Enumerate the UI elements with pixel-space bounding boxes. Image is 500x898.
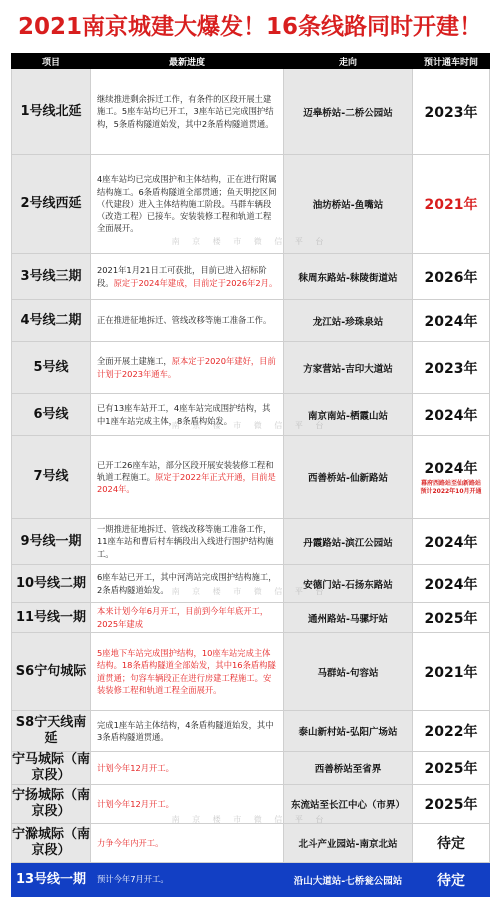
- route-cell: 油坊桥站-鱼嘴站: [284, 155, 413, 254]
- table-row: [12, 300, 490, 342]
- route-cell: 迈皋桥站-二桥公园站: [284, 69, 413, 155]
- header-route: 走向: [284, 54, 413, 69]
- table-row: [12, 342, 490, 394]
- line-name-cell: 9号线一期: [12, 519, 91, 565]
- progress-cell: [91, 633, 284, 711]
- progress-note-red: 本来计划今年6月开工，目前到今年年底开工，2025年建成: [97, 606, 269, 629]
- progress-cell: [91, 69, 284, 155]
- route-cell: 东流站至长江中心（市界）: [284, 785, 413, 824]
- progress-text: 6座车站已开工，其中河湾站完成围护结构施工，2条盾构隧道始发。: [97, 572, 277, 595]
- progress-text: 4座车站均已完成围护和主体结构，正在进行附属结构施工。6条盾构隧道全部贯通；鱼天明挖区间（代建段）进入主体结构施工阶段。马群车辆段（改造工程）已接车。安装装修工程和轨道工程全面展开。: [97, 174, 277, 234]
- open-year-cell: [413, 394, 490, 436]
- header-progress: 最新进度: [91, 54, 284, 69]
- line-name-cell: 2号线西延: [12, 155, 91, 254]
- progress-cell: [91, 603, 284, 633]
- progress-cell: [91, 394, 284, 436]
- open-year-cell: [413, 519, 490, 565]
- open-year-cell: [413, 155, 490, 254]
- table-row: [12, 711, 490, 752]
- line-name-cell: 3号线三期: [12, 254, 91, 300]
- open-year-cell: [413, 300, 490, 342]
- open-year-value: 2024年: [424, 576, 478, 593]
- progress-note-red: 力争今年内开工。: [97, 837, 164, 848]
- header-open-date: 预计通车时间: [413, 54, 490, 69]
- table-row: [12, 519, 490, 565]
- open-year-cell: [413, 342, 490, 394]
- table-row: [12, 69, 490, 155]
- progress-text: 已有13座车站开工，4座车站完成围护结构，其中1座车站完成主体，8条盾构始发。: [97, 403, 271, 426]
- line-name-cell: 13号线一期: [12, 863, 91, 897]
- progress-text: 一期推进征地拆迁、管线改移等施工准备工作，11座车站和曹后村车辆段出入线进行围护结构施工。: [97, 524, 274, 559]
- progress-cell: [91, 436, 284, 519]
- route-cell: 西善桥站至省界: [284, 752, 413, 785]
- line-name-cell: 7号线: [12, 436, 91, 519]
- table-row: [12, 155, 490, 254]
- line-name-cell: 5号线: [12, 342, 91, 394]
- progress-cell: [91, 519, 284, 565]
- open-year-cell: [413, 633, 490, 711]
- open-year-value: 2025年: [424, 610, 478, 627]
- open-year-value: 2024年: [424, 461, 478, 477]
- open-year-value: 2024年: [424, 313, 478, 330]
- progress-cell: [91, 785, 284, 824]
- open-year-value: 2023年: [424, 360, 478, 377]
- route-cell: 龙江站-珍珠泉站: [284, 300, 413, 342]
- table-row: [12, 785, 490, 824]
- route-cell: 丹霞路站-滨江公园站: [284, 519, 413, 565]
- open-year-value: 2021年: [424, 664, 478, 681]
- progress-text: 已开工26座车站，部分区段开展安装装修工程和轨道工程施工。: [97, 459, 274, 482]
- progress-note-red: 原本定于2020年建好，目前计划于2023年通车。: [97, 356, 276, 379]
- open-year-value: 2025年: [424, 761, 478, 777]
- progress-note-red: 原定于2022年正式开通，目前是2024年。: [97, 471, 276, 495]
- line-name-cell: 1号线北延: [12, 69, 91, 155]
- progress-cell: [91, 155, 284, 254]
- progress-note-red: 计划今年12月开工。: [97, 798, 174, 809]
- line-name-cell: 11号线一期: [12, 603, 91, 633]
- line-name-cell: 10号线二期: [12, 565, 91, 603]
- table-row: [12, 633, 490, 711]
- open-year-cell: [413, 603, 490, 633]
- progress-cell: [91, 565, 284, 603]
- open-year-cell: [413, 436, 490, 519]
- open-year-value: 2023年: [424, 104, 478, 121]
- route-cell: 沿山大道站-七桥瓮公园站: [284, 863, 413, 897]
- progress-cell: [91, 300, 284, 342]
- table-header-row: [12, 54, 490, 69]
- progress-text: 预计今年7月开工。: [97, 874, 169, 885]
- progress-cell: [91, 342, 284, 394]
- progress-cell: [91, 254, 284, 300]
- open-year-value: 2024年: [424, 407, 478, 424]
- route-cell: 安德门站-石扬东路站: [284, 565, 413, 603]
- table-row: [12, 565, 490, 603]
- route-cell: 马群站-句容站: [284, 633, 413, 711]
- progress-cell: [91, 711, 284, 752]
- route-cell: 通州路站-马骡圩站: [284, 603, 413, 633]
- progress-text: 2021年1月21日工可获批，目前已进入招标阶段。: [97, 265, 267, 288]
- open-year-cell: [413, 785, 490, 824]
- progress-text: 完成1座车站主体结构，4条盾构隧道始发，其中3条盾构隧道贯通。: [97, 719, 274, 742]
- progress-cell: [91, 752, 284, 785]
- progress-cell: [91, 824, 284, 863]
- table-row: [12, 254, 490, 300]
- table-row: [12, 824, 490, 863]
- page-title: 2021南京城建大爆发！16条线路同时开建！: [17, 13, 483, 40]
- open-year-cell: [413, 254, 490, 300]
- progress-text: 全面开展土建施工，: [97, 356, 172, 367]
- metro-lines-table: [11, 53, 490, 897]
- table-row: [12, 863, 490, 897]
- watermark-text: 南 京 楼 市 微 信 平 台: [171, 237, 329, 246]
- line-name-cell: 宁马城际（南京段）: [12, 752, 91, 783]
- open-year-value: 2022年: [424, 724, 478, 740]
- line-name-cell: 宁扬城际（南京段）: [12, 785, 91, 824]
- progress-text: 继续推进剩余拆迁工作，有条件的区段开展土建施工。5座车站均已开工，3座车站已完成围护结构，5条盾构隧道始发，其中2条盾构隧道贯通。: [97, 94, 274, 129]
- route-cell: 秣周东路站-秣陵街道站: [284, 254, 413, 300]
- open-year-value: 待定: [437, 872, 465, 889]
- progress-note-red: 5座地下车站完成围护结构，10座车站完成主体结构。18条盾构隧道全部始发，其中16条盾构隧道贯通；句容车辆段正在进行房建工程施工。安装装修工程和轨道工程全面展开。: [97, 648, 276, 695]
- line-name-cell: 宁滁城际（南京段）: [12, 824, 91, 863]
- line-name-cell: 4号线二期: [12, 300, 91, 342]
- progress-text: 正在推进征地拆迁、管线改移等施工准备工作。: [97, 315, 272, 326]
- table-row: [12, 394, 490, 436]
- open-year-value: 2025年: [424, 797, 478, 813]
- open-year-cell: [413, 863, 490, 897]
- open-year-value: 2024年: [424, 534, 478, 551]
- open-year-value: 2026年: [424, 269, 478, 286]
- line-name-cell: 6号线: [12, 394, 91, 436]
- progress-cell: [91, 863, 284, 897]
- open-year-value: 2021年: [424, 197, 478, 213]
- open-year-cell: [413, 752, 490, 785]
- route-cell: 泰山新村站-弘阳广场站: [284, 711, 413, 752]
- watermark-text: 南 京 楼 市 微 信 平 台: [171, 815, 329, 824]
- table-row: [12, 752, 490, 785]
- line-name-cell: S6宁句城际: [12, 633, 91, 711]
- table-row: [12, 603, 490, 633]
- open-year-note: 幕府西路站至仙新路站 预计2022年10月开通: [420, 480, 482, 495]
- progress-note-red: 计划今年12月开工。: [97, 762, 174, 773]
- watermark-text: 南 京 楼 市 微 信 平 台: [171, 421, 329, 430]
- table-row: [12, 436, 490, 519]
- route-cell: 北斗产业园站-南京北站: [284, 824, 413, 863]
- watermark-text: 南 京 楼 市 微 信 平 台: [171, 587, 329, 596]
- header-project: 项目: [12, 54, 91, 69]
- progress-note-red: 原定于2024年建成，目前定于2026年2月。: [113, 277, 278, 288]
- route-cell: 方家营站-吉印大道站: [284, 342, 413, 394]
- route-cell: 南京南站-栖霞山站: [284, 394, 413, 436]
- open-year-cell: [413, 711, 490, 752]
- line-name-cell: S8宁天线南延: [12, 711, 91, 752]
- open-year-value: 待定: [437, 836, 465, 852]
- route-cell: 西善桥站-仙新路站: [284, 436, 413, 519]
- open-year-cell: [413, 824, 490, 863]
- open-year-cell: [413, 69, 490, 155]
- open-year-cell: [413, 565, 490, 603]
